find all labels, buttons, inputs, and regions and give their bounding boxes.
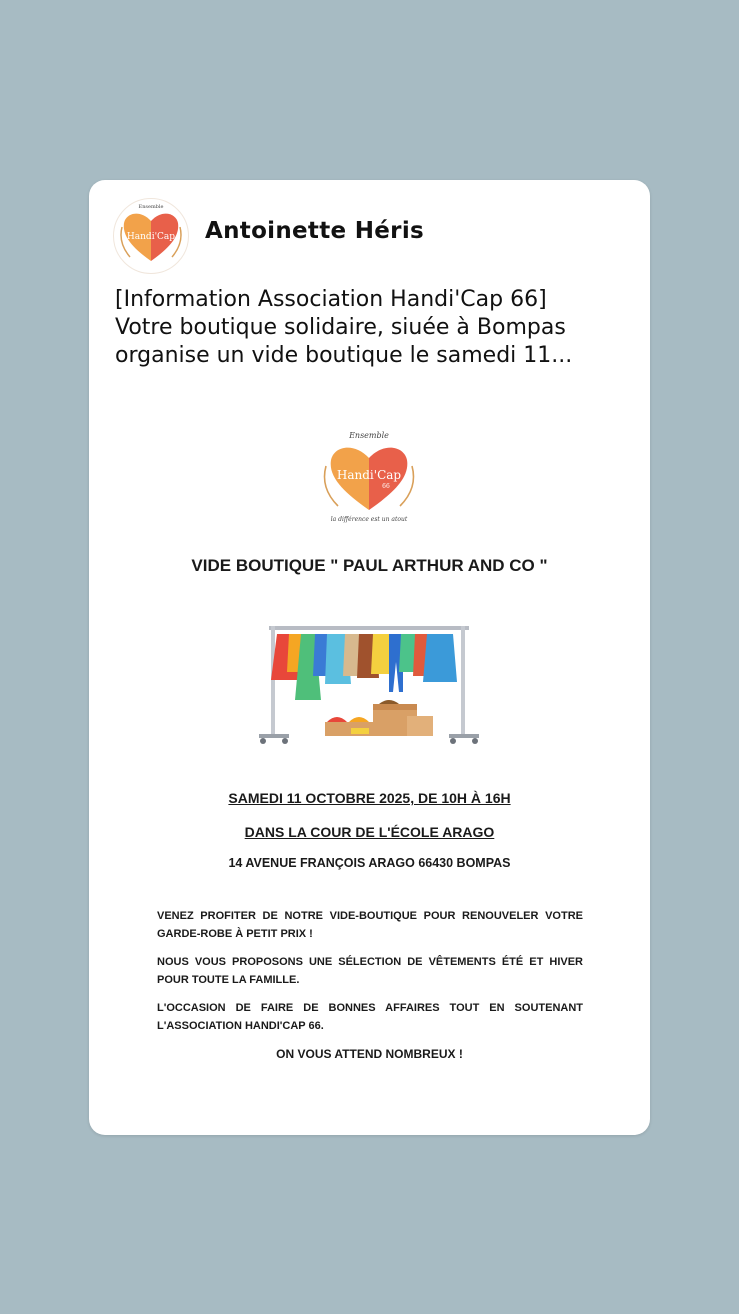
post-card <box>89 180 650 1135</box>
flyer-logo-top-text: Ensemble <box>349 431 389 440</box>
handicap66-logo-icon <box>114 199 188 273</box>
author-avatar[interactable] <box>113 198 189 274</box>
post-text-line: Votre boutique solidaire, siuée à Bompas <box>115 315 566 340</box>
flyer-logo-name: Handi'Cap <box>336 468 402 482</box>
author-name[interactable]: Antoinette Héris <box>205 218 424 244</box>
post-text[interactable] <box>115 286 630 370</box>
handicap66-logo-icon <box>314 428 424 524</box>
post-text-line: organise un vide boutique le samedi 11... <box>115 343 573 368</box>
event-place: DANS LA COUR DE L'ÉCOLE ARAGO <box>244 824 495 840</box>
flyer-paragraph: L'OCCASION DE FAIRE DE BONNES AFFAIRES TOUT EN SOUTENANT L'ASSOCIATION HANDI'CAP 66. <box>157 1002 583 1032</box>
flyer-title: VIDE BOUTIQUE " PAUL ARTHUR AND CO " <box>191 556 548 575</box>
flyer-paragraph: VENEZ PROFITER DE NOTRE VIDE-BOUTIQUE POUR RENOUVELER VOTRE GARDE-ROBE À PETIT PRIX ! <box>157 910 583 940</box>
post-text-line: [Information Association Handi'Cap 66] <box>115 287 547 312</box>
flyer-closing: ON VOUS ATTEND NOMBREUX ! <box>276 1047 463 1061</box>
avatar-logo-name: Handi'Cap <box>126 232 176 242</box>
flyer-logo-number: 66 <box>382 483 390 490</box>
avatar-logo-top: Ensemble <box>138 204 164 210</box>
flyer-logo-bottom-text: la différence est un atout <box>330 516 408 523</box>
event-date: SAMEDI 11 OCTOBRE 2025, DE 10H À 16H <box>228 790 511 806</box>
flyer-paragraph: NOUS VOUS PROPOSONS UNE SÉLECTION DE VÊTEMENTS ÉTÉ ET HIVER POUR TOUTE LA FAMILLE. <box>157 956 583 986</box>
event-address: 14 AVENUE FRANÇOIS ARAGO 66430 BOMPAS <box>228 856 511 870</box>
clothing-rack-illustration <box>255 616 483 748</box>
